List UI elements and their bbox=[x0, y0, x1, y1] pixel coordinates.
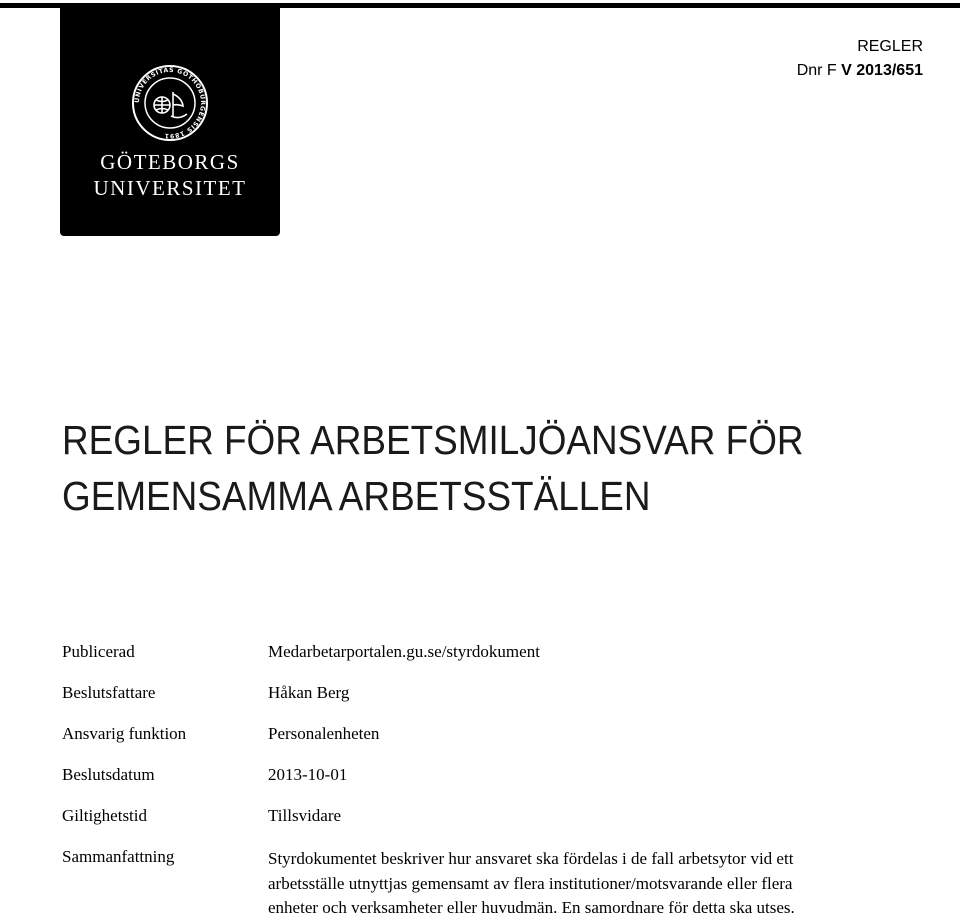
validity-label: Giltighetstid bbox=[62, 806, 147, 825]
summary-line-3: enheter och verksamheter eller huvudmän. En samordnare för detta ska utses. bbox=[268, 898, 795, 917]
summary-label: Sammanfattning bbox=[62, 847, 175, 866]
document-type: REGLER bbox=[857, 38, 923, 55]
validity-value: Tillsvidare bbox=[268, 806, 342, 825]
decision-maker-label: Beslutsfattare bbox=[62, 683, 156, 702]
logo-text-goteborgs: GÖTEBORGS bbox=[100, 150, 240, 174]
dnr-number: V 2013/651 bbox=[841, 62, 923, 79]
dnr-prefix: Dnr F bbox=[796, 62, 837, 79]
published-value: Medarbetarportalen.gu.se/styrdokument bbox=[268, 642, 540, 661]
document-title bbox=[62, 412, 854, 524]
university-seal-icon bbox=[131, 64, 209, 142]
svg-text:UNIVERSITAS GOTHOBURGENSIS 189: UNIVERSITAS GOTHOBURGENSIS 1891 bbox=[133, 66, 207, 140]
published-label: Publicerad bbox=[62, 642, 135, 661]
summary-line-1: Styrdokumentet beskriver hur ansvaret ska fördelas i de fall arbetsytor vid ett bbox=[268, 849, 794, 868]
summary-text bbox=[268, 847, 908, 921]
logo-text-universitet: UNIVERSITET bbox=[93, 176, 247, 200]
responsible-function-label: Ansvarig funktion bbox=[62, 724, 187, 743]
decision-date-value: 2013-10-01 bbox=[268, 765, 348, 784]
title-line-1: REGLER FÖR ARBETSMILJÖANSVAR FÖR bbox=[62, 417, 804, 463]
responsible-function-value: Personalenheten bbox=[268, 724, 380, 743]
summary-line-2: arbetsställe utnyttjas gemensamt av flera institutioner/motsvarande eller flera bbox=[268, 873, 793, 893]
document-number bbox=[797, 61, 923, 81]
decision-date-label: Beslutsdatum bbox=[62, 765, 155, 784]
decision-maker-value: Håkan Berg bbox=[268, 683, 350, 702]
title-line-2: GEMENSAMMA ARBETSSTÄLLEN bbox=[62, 473, 651, 519]
university-logo bbox=[60, 5, 280, 236]
